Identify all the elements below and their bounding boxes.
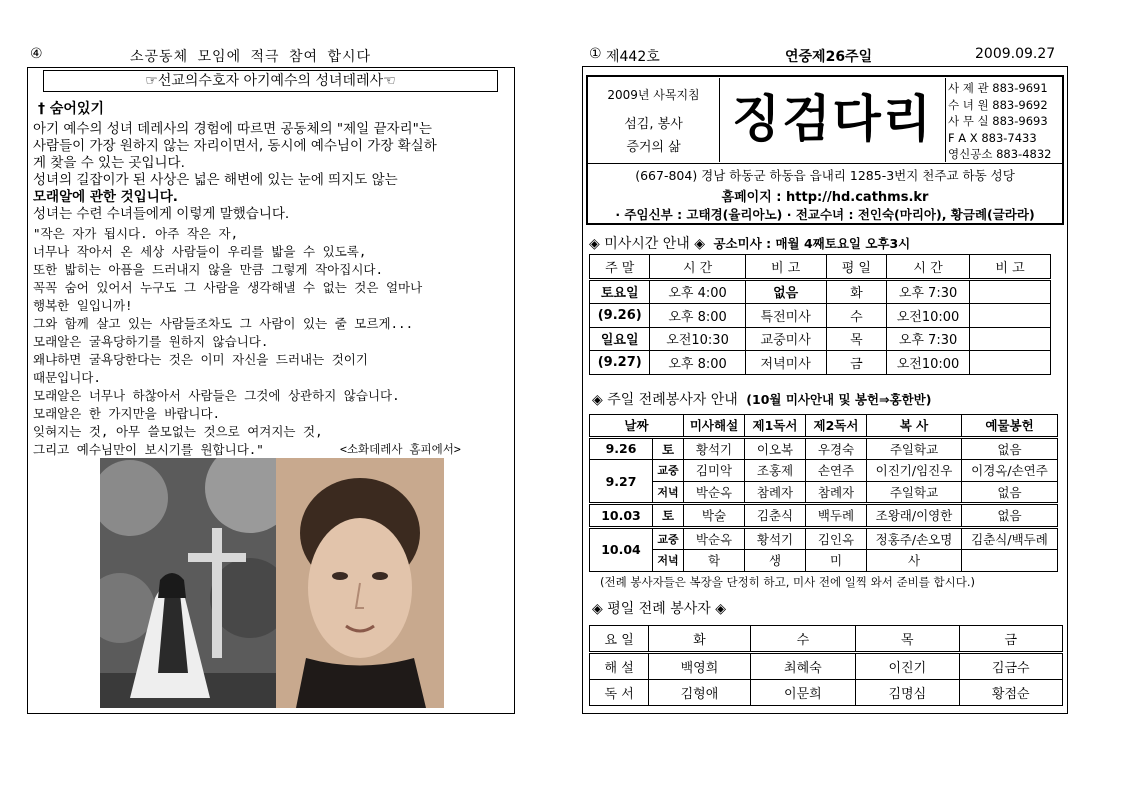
table-header: 복 사 <box>867 415 962 438</box>
table-cell: 주일학교 <box>867 437 962 460</box>
table-cell: 황석기 <box>745 527 806 550</box>
table-cell: 김금수 <box>959 653 1062 680</box>
table-cell: 참례자 <box>806 481 867 504</box>
table-cell <box>970 351 1051 375</box>
table-cell <box>970 279 1051 304</box>
table-cell: (9.26) <box>590 304 650 328</box>
table-header: 목 <box>856 626 959 653</box>
quote-line: 잊혀지는 것, 아무 쓸모없는 것으로 여겨지는 것, <box>33 424 323 439</box>
table-cell: 황석기 <box>684 437 745 460</box>
paragraph-line: 게 찾을 수 있는 곳입니다. <box>33 155 185 171</box>
table-cell <box>970 327 1051 351</box>
table-cell: 미 <box>806 550 867 572</box>
table-cell: 특전미사 <box>745 304 826 328</box>
table-cell: 독 서 <box>590 680 649 706</box>
table-cell: 사 <box>867 550 962 572</box>
contact-item: 수 녀 원 883-9692 <box>948 97 1048 112</box>
table-header: 날짜 <box>590 415 684 438</box>
directive-year: 2009년 사목지침 <box>607 88 700 102</box>
quote-line: 모래알은 한 가지만을 바랍니다. <box>33 406 221 421</box>
table-cell: 김형애 <box>649 680 750 706</box>
directive-goal: 증거의 삶 <box>626 140 681 155</box>
table-cell: 금 <box>826 351 886 375</box>
contact-item: 영신공소 883-4832 <box>948 147 1052 162</box>
page-number: ④ <box>30 46 43 62</box>
page-number: ① <box>589 46 602 62</box>
table-cell: 오후 4:00 <box>650 279 745 304</box>
parish-staff: · 주임신부 : 고태경(율리아노) · 전교수녀 : 전인숙(마리아), 황금례(글라라) <box>615 207 1035 222</box>
table-cell: 주일학교 <box>867 481 962 504</box>
saint-portrait-photo <box>276 458 444 708</box>
table-cell: 최혜숙 <box>750 653 855 680</box>
table-cell: 황점순 <box>959 680 1062 706</box>
paragraph-line: 사람들이 가장 원하지 않는 자리이면서, 동시에 예수님이 가장 확실하 <box>33 138 437 154</box>
table-cell: 오후 8:00 <box>650 304 745 328</box>
paragraph-line: 모래알에 관한 것입니다. <box>33 189 178 205</box>
service-section-note: (10월 미사안내 및 봉헌⇒홍한반) <box>746 392 932 407</box>
table-cell: 학 <box>684 550 745 572</box>
table-cell: 해 설 <box>590 653 649 680</box>
table-cell: 9.26 <box>590 437 653 460</box>
table-cell: 없음 <box>962 481 1058 504</box>
issue-number: 제442호 <box>606 49 660 65</box>
table-cell: 9.27 <box>590 460 653 504</box>
quote-line: 그리고 예수님만이 보시기를 원합니다." <box>33 442 264 457</box>
weekday-servers-table <box>589 625 1063 706</box>
table-header: 시 간 <box>887 255 970 280</box>
table-cell: 교중 <box>653 527 684 550</box>
parish-address: (667-804) 경남 하동군 하동읍 읍내리 1285-3번지 천주교 하동 성당 <box>586 163 1064 184</box>
table-cell: 우경숙 <box>806 437 867 460</box>
quote-line: 행복한 일입니까! <box>33 298 133 313</box>
table-cell: 화 <box>826 279 886 304</box>
table-cell: 김춘식/백두례 <box>962 527 1058 550</box>
table-cell: 이진기/임진우 <box>867 460 962 482</box>
quote-line: 모래알은 굴욕당하기를 원하지 않습니다. <box>33 334 269 349</box>
table-header: 제2독서 <box>806 415 867 438</box>
table-cell: 오전10:00 <box>887 304 970 328</box>
quote-source: <소화데레사 홈피에서> <box>340 442 461 456</box>
table-cell: 오후 7:30 <box>887 327 970 351</box>
table-cell: 저녁 <box>653 481 684 504</box>
contact-list <box>948 80 1062 163</box>
saint-photo-garden <box>100 458 276 708</box>
quote-line: 너무나 작아서 온 세상 사람들이 우리를 밟을 수 있도록, <box>33 244 367 259</box>
table-header: 화 <box>649 626 750 653</box>
table-cell: 목 <box>826 327 886 351</box>
quote-line: 그와 함께 살고 있는 사람들조차도 그 사람이 있는 줄 모르게... <box>33 316 414 331</box>
service-section-title: ◈ 주일 전례봉사자 안내 <box>592 392 738 408</box>
table-cell: 오전10:30 <box>650 327 745 351</box>
table-header: 비 고 <box>970 255 1051 280</box>
table-cell: 교중미사 <box>745 327 826 351</box>
table-cell: 없음 <box>745 279 826 304</box>
table-cell: 박순옥 <box>684 481 745 504</box>
table-cell: 손연주 <box>806 460 867 482</box>
table-cell: 김미악 <box>684 460 745 482</box>
table-cell: 오전10:00 <box>887 351 970 375</box>
directive-goal: 섬김, 봉사 <box>624 117 683 132</box>
table-cell: 박술 <box>684 504 745 528</box>
table-cell: 이진기 <box>856 653 959 680</box>
table-header: 제1독서 <box>745 415 806 438</box>
contact-item: 사 무 실 883-9693 <box>948 114 1048 129</box>
table-cell: 토 <box>653 504 684 528</box>
table-cell: 백두례 <box>806 504 867 528</box>
table-cell: 참례자 <box>745 481 806 504</box>
table-cell: 10.03 <box>590 504 653 528</box>
quote-line: 꼭꼭 숨어 있어서 누구도 그 사람을 생각해낼 수 없는 것은 얼마나 <box>33 280 423 295</box>
table-cell <box>970 304 1051 328</box>
table-cell: 오후 8:00 <box>650 351 745 375</box>
table-cell: 이문희 <box>750 680 855 706</box>
quote-line: "작은 자가 됩시다. 아주 작은 자, <box>33 226 239 241</box>
table-cell: 없음 <box>962 437 1058 460</box>
table-cell <box>962 550 1058 572</box>
table-header: 미사해설 <box>684 415 745 438</box>
table-cell: 백영희 <box>649 653 750 680</box>
issue-date: 2009.09.27 <box>975 46 1056 62</box>
quote-line: 때문입니다. <box>33 370 101 385</box>
homepage-link[interactable]: 홈페이지 : http://hd.cathms.kr <box>721 190 929 205</box>
contact-item: 사 제 관 883-9691 <box>948 81 1048 95</box>
table-cell: 김인옥 <box>806 527 867 550</box>
table-cell: 생 <box>745 550 806 572</box>
servers-note: (전례 봉사자들은 복장을 단정히 하고, 미사 전에 일찍 와서 준비를 합시다.) <box>600 575 975 589</box>
table-cell: 오후 7:30 <box>887 279 970 304</box>
table-cell: 일요일 <box>590 327 650 351</box>
weekday-section-title: ◈ 평일 전례 봉사자 ◈ <box>592 601 727 617</box>
mass-section-title: ◈ 미사시간 안내 ◈ <box>589 236 706 252</box>
article-title: ☞선교의수호자 아기예수의 성녀데레사☜ <box>43 70 498 92</box>
quote-line: 왜냐하면 굴욕당한다는 것은 이미 자신을 드러내는 것이기 <box>33 352 368 367</box>
table-cell: 저녁 <box>653 550 684 572</box>
page-slogan: 소공동체 모임에 적극 참여 합시다 <box>130 49 372 65</box>
table-cell: 없음 <box>962 504 1058 528</box>
bulletin-logo: 징검다리 <box>720 78 946 162</box>
table-cell: 수 <box>826 304 886 328</box>
mass-schedule-table <box>589 254 1051 375</box>
table-cell: 김명심 <box>856 680 959 706</box>
table-cell: 10.04 <box>590 527 653 571</box>
table-cell: 저녁미사 <box>745 351 826 375</box>
table-header: 비 고 <box>745 255 826 280</box>
liturgical-week: 연중제26주일 <box>785 49 873 65</box>
paragraph-line: 성녀는 수련 수녀들에게 이렇게 말했습니다. <box>33 206 290 222</box>
table-header: 평 일 <box>826 255 886 280</box>
table-cell: 박순옥 <box>684 527 745 550</box>
table-cell: 조왕래/이영한 <box>867 504 962 528</box>
contact-item: F A X 883-7433 <box>948 130 1037 145</box>
article-subtitle: † 숨어있기 <box>38 101 104 117</box>
table-header: 수 <box>750 626 855 653</box>
table-cell: 이경옥/손연주 <box>962 460 1058 482</box>
table-cell: 조홍제 <box>745 460 806 482</box>
mission-mass-note: 공소미사 : 매월 4째토요일 오후3시 <box>713 236 911 251</box>
pastoral-directive <box>588 78 720 162</box>
table-cell: 김춘식 <box>745 504 806 528</box>
table-header: 요 일 <box>590 626 649 653</box>
paragraph-line: 성녀의 길잡이가 된 사상은 넓은 해변에 있는 눈에 띄지도 않는 <box>33 172 398 188</box>
quote-line: 모래알은 너무나 하찮아서 사람들은 그것에 상관하지 않습니다. <box>33 388 400 403</box>
table-header: 금 <box>959 626 1062 653</box>
table-header: 시 간 <box>650 255 745 280</box>
sunday-servers-table <box>589 414 1058 572</box>
table-cell: (9.27) <box>590 351 650 375</box>
table-cell: 토 <box>653 437 684 460</box>
table-cell: 교중 <box>653 460 684 482</box>
quote-line: 또한 밟히는 아픔을 드러내지 않을 만큼 그렇게 작아집시다. <box>33 262 384 277</box>
table-header: 예물봉헌 <box>962 415 1058 438</box>
table-cell: 토요일 <box>590 279 650 304</box>
table-header: 주 말 <box>590 255 650 280</box>
table-cell: 정홍주/손오명 <box>867 527 962 550</box>
table-cell: 이오복 <box>745 437 806 460</box>
paragraph-line: 아기 예수의 성녀 데레사의 경험에 따르면 공동체의 "제일 끝자리"는 <box>33 121 432 137</box>
